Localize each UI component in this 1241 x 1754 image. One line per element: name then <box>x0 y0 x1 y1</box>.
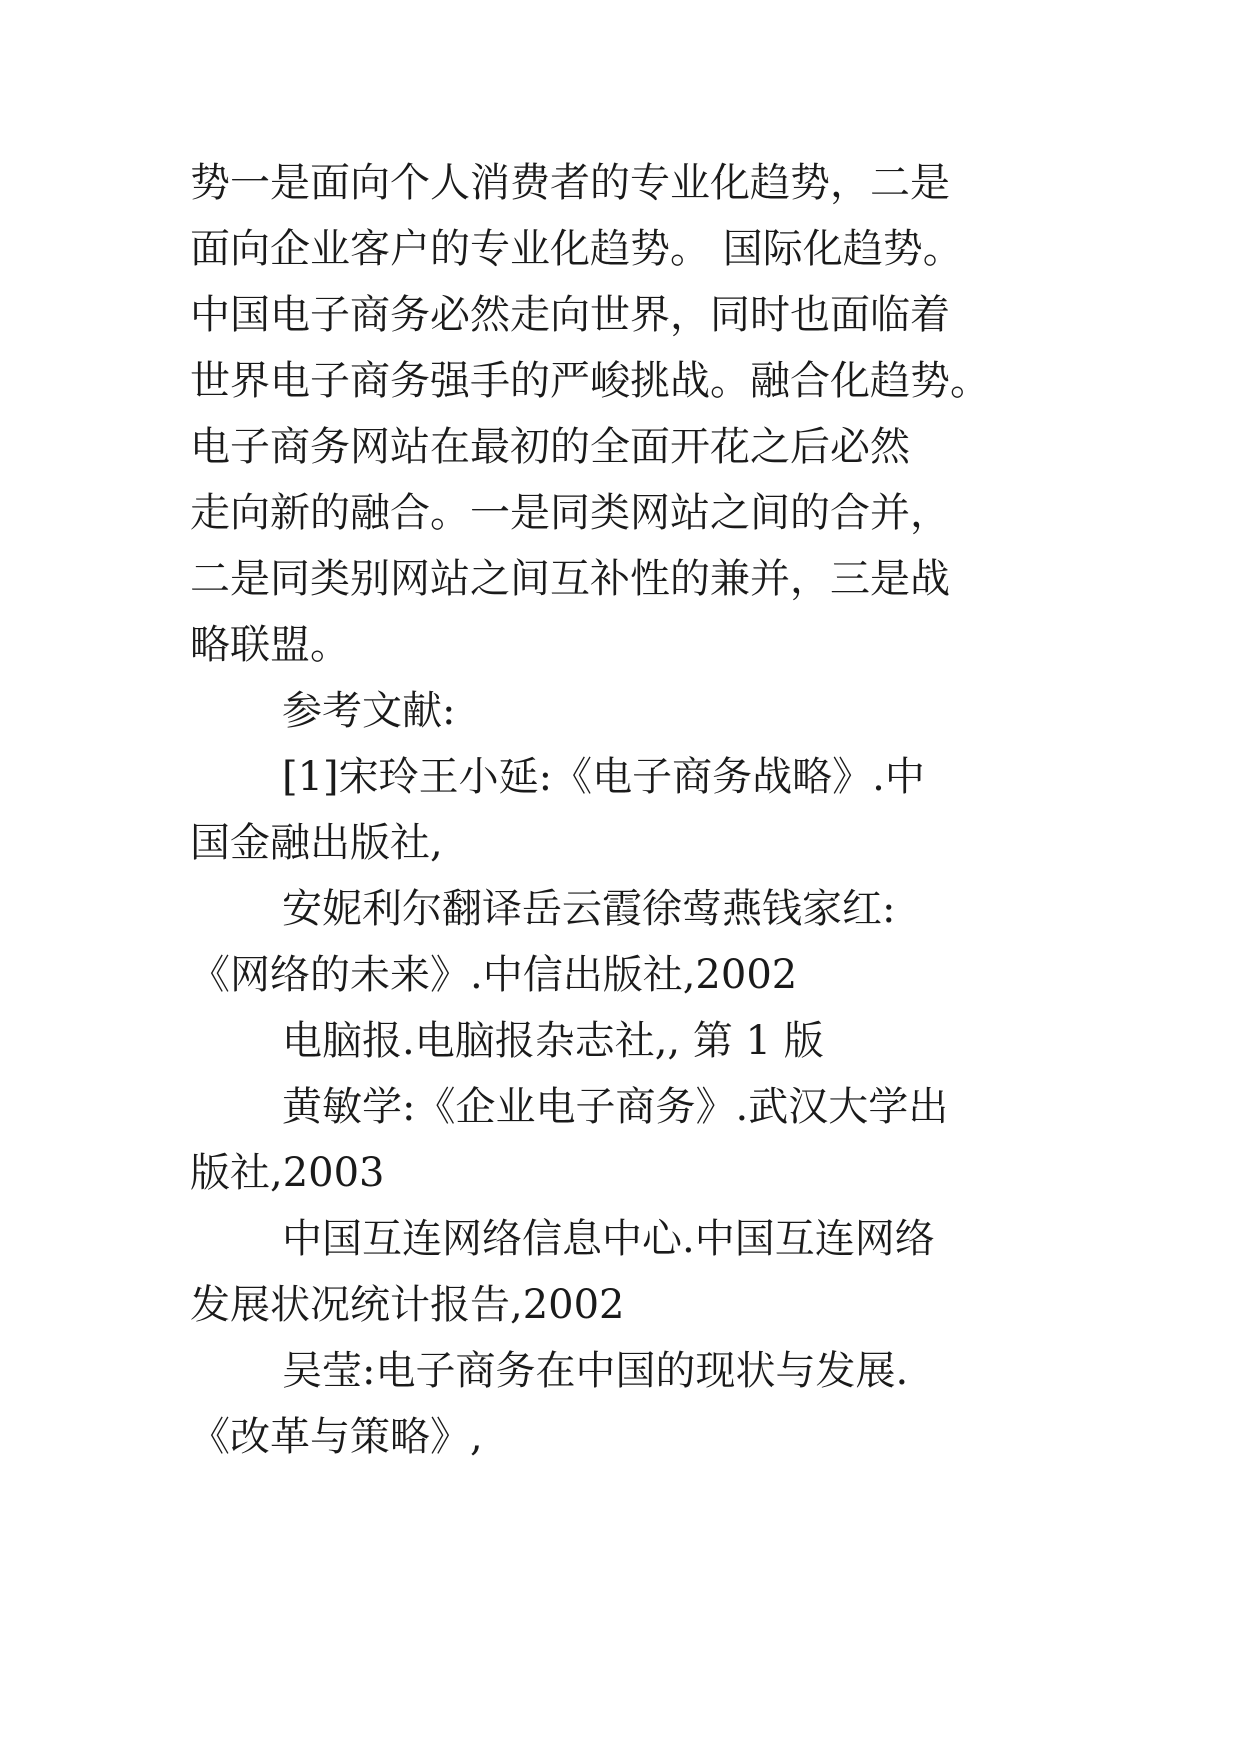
body-line: 中国电子商务必然走向世界，同时也面临着 <box>190 292 950 338</box>
body-line: 二是同类别网站之间互补性的兼并，三是战 <box>190 556 950 602</box>
reference-entry-continuation: 《改革与策略》, <box>190 1414 483 1460</box>
reference-entry: 安妮利尔翻译岳云霞徐莺燕钱家红: <box>282 886 896 932</box>
reference-entry-continuation: 《网络的未来》.中信出版社,2002 <box>190 952 798 998</box>
reference-entry: 中国互连网络信息中心.中国互连网络 <box>282 1216 935 1262</box>
reference-entry: [1]宋玲王小延:《电子商务战略》.中 <box>282 754 925 800</box>
reference-entry-continuation: 版社,2003 <box>190 1150 385 1196</box>
body-line: 世界电子商务强手的严峻挑战。融合化趋势。 <box>190 358 990 404</box>
reference-entry-continuation: 发展状况统计报告,2002 <box>190 1282 625 1328</box>
reference-entry: 黄敏学:《企业电子商务》.武汉大学出 <box>282 1084 949 1130</box>
reference-entry: 电脑报.电脑报杂志社,, 第 1 版 <box>282 1018 824 1064</box>
body-line: 势一是面向个人消费者的专业化趋势，二是 <box>190 160 950 206</box>
references-heading: 参考文献: <box>282 688 456 734</box>
document-text <box>190 150 1070 1470</box>
reference-entry-continuation: 国金融出版社, <box>190 820 443 866</box>
body-line: 电子商务网站在最初的全面开花之后必然 <box>190 424 910 470</box>
body-line: 面向企业客户的专业化趋势。 国际化趋势。 <box>190 226 963 272</box>
body-line: 走向新的融合。一是同类网站之间的合并， <box>190 490 950 536</box>
body-line: 略联盟。 <box>190 622 350 668</box>
reference-entry: 吴莹:电子商务在中国的现状与发展. <box>282 1348 909 1394</box>
